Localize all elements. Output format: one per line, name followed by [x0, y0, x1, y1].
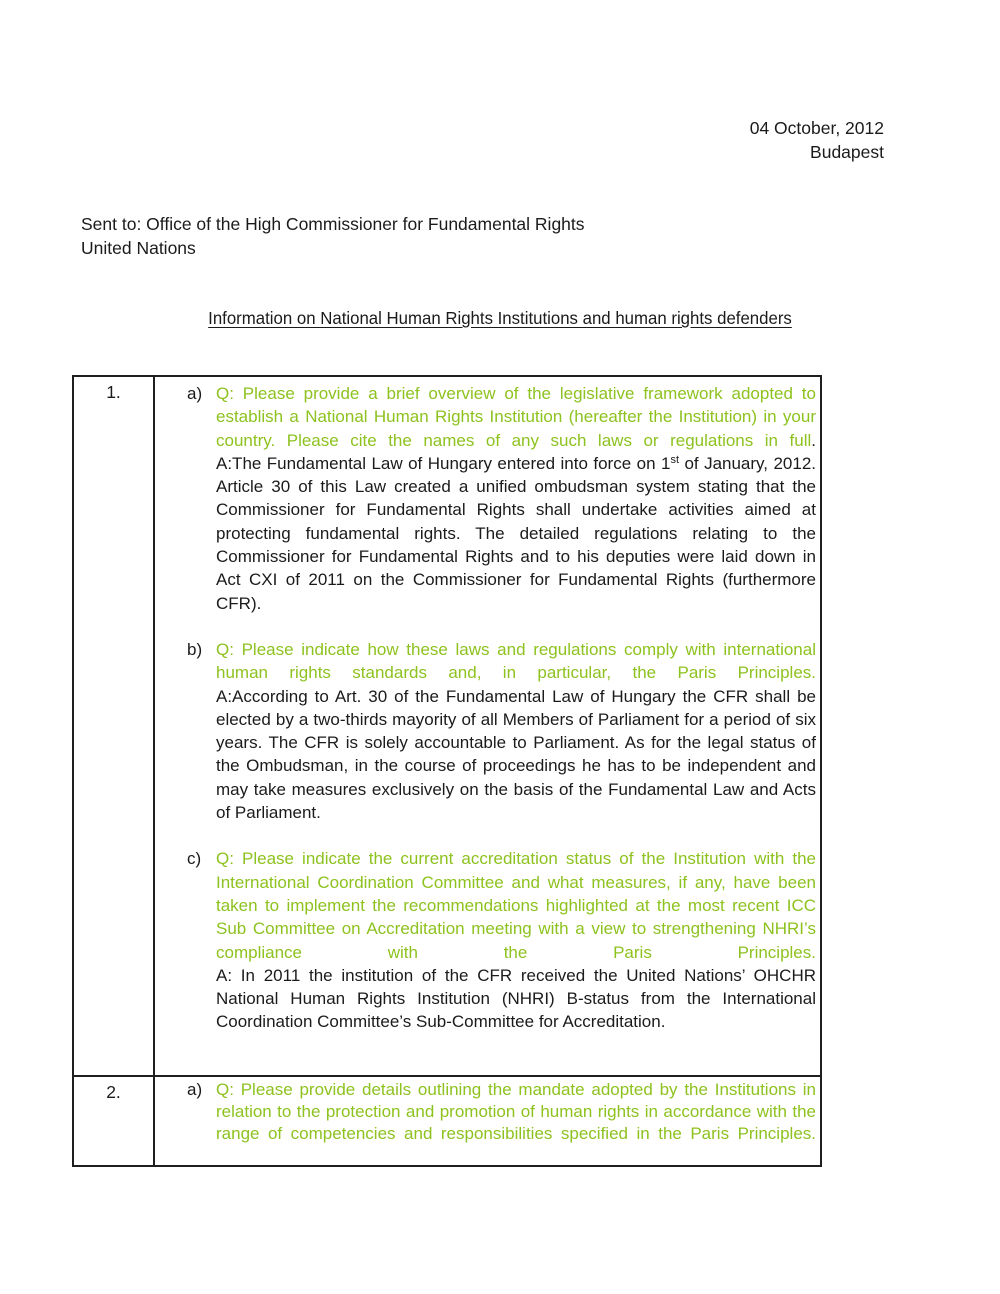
item-marker: a): [187, 384, 203, 403]
city-line: Budapest: [810, 142, 884, 162]
document-title-wrap: [0, 308, 1000, 329]
answer-text: [216, 685, 816, 825]
qa-item: [187, 847, 816, 1033]
row-number-cell: 2.: [74, 1077, 155, 1165]
date-block: [750, 116, 884, 164]
question-text: [216, 1079, 816, 1145]
question-main: Q: Please indicate how these laws and regulations comply with international human rights standards and, in particular, the Paris Principles.: [216, 639, 816, 683]
answer-text: [216, 964, 816, 1034]
question-text: [216, 638, 816, 685]
question-main: Q: Please provide details outlining the mandate adopted by the Institutions in relation to the protection and promotion of human rights in accordance with the range of competencies and responsibilities specified in the Paris Principles.: [216, 1080, 816, 1143]
question-text: [216, 847, 816, 963]
item-marker: b): [187, 639, 203, 659]
item-marker: c): [187, 849, 202, 869]
answer-pre: A:According to Art. 30 of the Fundamental Law of Hungary the CFR shall be elected by a two-thirds mayority of all Members of Parliament for a period of six years. The CFR is solely accountable to Parliament. As for the legal status of the Ombudsman, in the course of proceedings he has to be independent and may take measures exclusively on the basis of the Fundamental Law and Acts of Parliament.: [216, 686, 816, 823]
question-main: Q: Please indicate the current accreditation status of the Institution with the International Coordination Committee and what measures, if any, have been taken to implement the recommendations highlighted at the most recent ICC Sub Committee on Accreditation meeting with a view to strengthening NHRI’s compliance with the Paris Principles.: [216, 849, 816, 962]
answer-pre: A: In 2011 the institution of the CFR received the United Nations’ OHCHR National Human Rights Institution (NHRI) B-status from the International Coordination Committee’s Sub-Committee for Accreditation.: [216, 965, 816, 1032]
item-body: [216, 847, 816, 1033]
answer-superscript: st: [670, 453, 679, 466]
answer-post: of January, 2012. Article 30 of this Law created a unified ombudsman system stating that the Commissioner for Fundamental Rights shall undertake activities aimed at protecting fundamental rights. The detailed regulations relating to the Commissioner for Fundamental Rights and to his deputies were laid down in Act CXI of 2011 on the Commissioner for Fundamental Rights (furthermore CFR).: [216, 453, 816, 613]
organization-line: United Nations: [81, 238, 196, 258]
row-number-cell: 1.: [74, 377, 155, 1075]
recipient-block: [81, 212, 585, 260]
document-title: Information on National Human Rights Institutions and human rights defenders: [208, 308, 792, 328]
qa-item: [187, 382, 816, 615]
item-body: [216, 382, 816, 615]
table-row: [74, 1077, 820, 1165]
question-suffix: .: [811, 430, 816, 450]
row-content-cell: [155, 1077, 820, 1165]
answer-pre: A:The Fundamental Law of Hungary entered into force on 1: [216, 453, 671, 473]
answer-text: [216, 452, 816, 615]
question-main: Q: Please provide a brief overview of the legislative framework adopted to establish a National Human Rights Institution (hereafter the Institution) in your country. Please cite the names of any such laws or regulations in full: [216, 384, 816, 450]
item-marker: a): [187, 1080, 203, 1099]
qa-table: [72, 375, 822, 1167]
table-row: [74, 377, 820, 1077]
item-body: [216, 638, 816, 824]
question-text: [216, 382, 816, 452]
item-body: [216, 1079, 816, 1145]
qa-item: [187, 1079, 816, 1145]
date-line: 04 October, 2012: [749, 118, 884, 138]
row-content-cell: [155, 377, 820, 1075]
sent-to-line: Sent to: Office of the High Commissioner for Fundamental Rights: [81, 214, 585, 234]
qa-item: [187, 638, 816, 824]
